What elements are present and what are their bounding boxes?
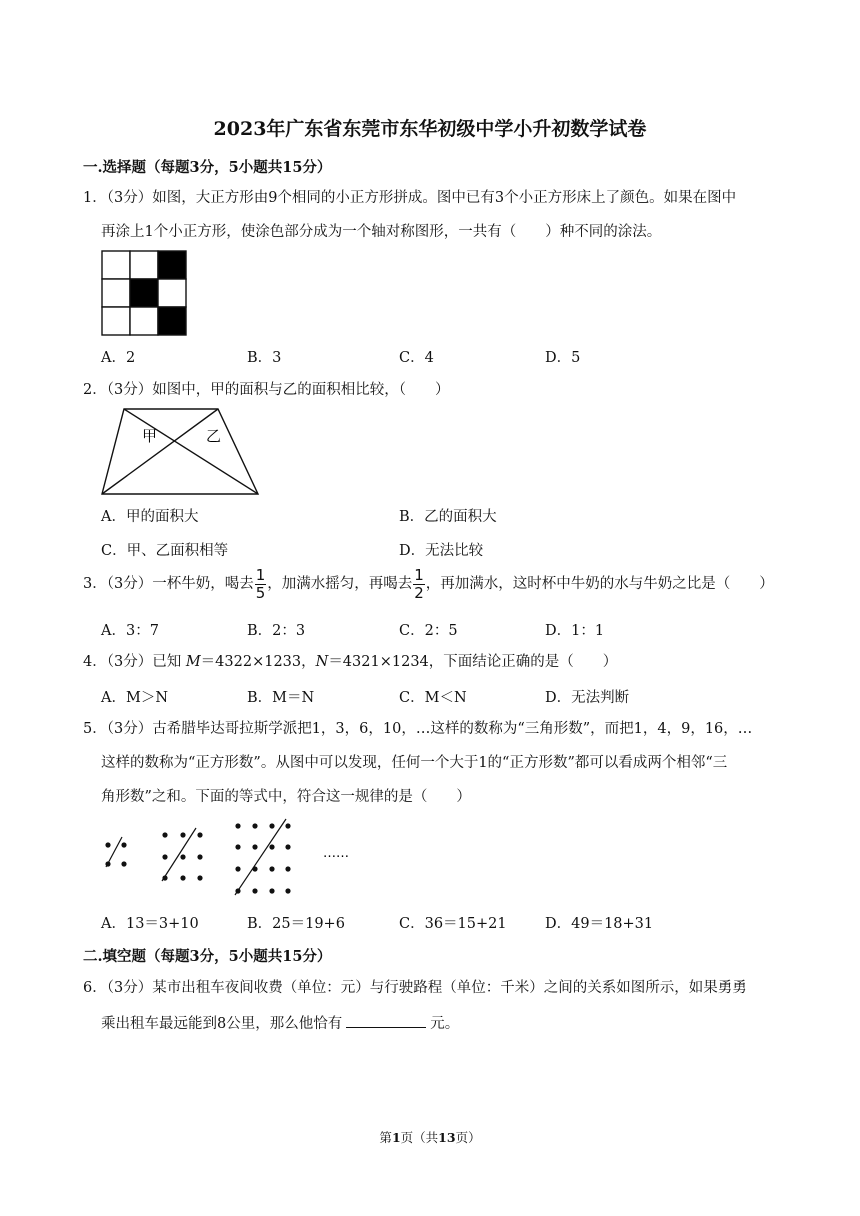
question-1-option-b: B．3: [247, 350, 282, 366]
page-title: 2023年广东省东莞市东华初级中学小升初数学试卷: [213, 118, 647, 140]
footer-total-pages: 13: [438, 1130, 456, 1145]
question-4-text: [83, 652, 617, 672]
question-6-text-before-blank: 乘出租车最远能到8公里，那么他恰有: [101, 1016, 343, 1032]
trapezoid-outline: [102, 409, 258, 494]
question-5-text-line1: 5．（3分）古希腊毕达哥拉斯学派把1，3，6，10，…这样的数称为“三角形数”，而把1，4，9，16，…: [83, 721, 753, 737]
question-5-option-a: A．13＝3+10: [101, 916, 199, 932]
label-jia: 甲: [142, 427, 158, 445]
question-4-prefix: 4．（3分）已知: [83, 654, 186, 670]
grid-cell-blank: [102, 307, 130, 335]
question-3-text-part2: ，加满水摇匀，再喝去: [267, 576, 413, 592]
question-5-dot-figure: [98, 815, 368, 900]
fraction-numerator: 1: [255, 565, 266, 584]
question-1-text-line1: 1．（3分）如图，大正方形由9个相同的小正方形拼成。图中已有3个小正方形床上了颜色。如果在图中: [83, 190, 737, 206]
section-heading-fill: 二.填空题（每题3分，5小题共15分）: [83, 948, 332, 965]
grid-cell-blank: [130, 307, 158, 335]
question-1-option-a: A．2: [101, 350, 136, 366]
question-3-option-a: A．3：7: [101, 623, 159, 639]
fraction-denominator: 2: [414, 583, 424, 602]
question-2-option-a: A．甲的面积大: [101, 509, 199, 525]
question-1-text-line2: 再涂上1个小正方形，使涂色部分成为一个轴对称图形，一共有（ ）种不同的涂法。: [101, 224, 662, 240]
dot-square-4x4: [235, 819, 291, 895]
question-6-text-line1: 6．（3分）某市出租车夜间收费（单位：元）与行驶路程（单位：千米）之间的关系如图所示，如果勇勇: [83, 980, 747, 996]
fraction-denominator: 5: [255, 583, 266, 602]
question-3-text-part3: ，再加满水，这时杯中牛奶的水与牛奶之比是（ ）: [425, 576, 774, 592]
answer-blank[interactable]: [346, 1013, 426, 1028]
question-5-option-d: D．49＝18+31: [545, 916, 654, 932]
question-2-text: 2．（3分）如图中，甲的面积与乙的面积相比较，（ ）: [83, 382, 450, 398]
footer-suffix: 页）: [455, 1130, 481, 1145]
question-4-n-expression: ＝4321×1234，下面结论正确的是（ ）: [328, 654, 618, 670]
question-4-m-expression: ＝4322×1233，: [200, 654, 316, 670]
section-heading-choice: 一.选择题（每题3分，5小题共15分）: [83, 159, 332, 176]
question-1-grid-figure: [100, 249, 190, 337]
dot-square-2x2: [105, 837, 126, 867]
variable-m: M: [185, 654, 201, 670]
grid-cell-blank: [102, 251, 130, 279]
diagonal-line: [102, 409, 218, 494]
question-5-text-line3: 角形数”之和。下面的等式中，符合这一规律的是（ ）: [101, 789, 471, 805]
question-5-option-c: C．36＝15+21: [399, 916, 507, 932]
grid-cell-shaded: [130, 279, 158, 307]
page-footer: [0, 1128, 860, 1146]
fraction-one-half: [413, 565, 425, 602]
grid-cell-blank: [130, 251, 158, 279]
question-5-text-line2: 这样的数称为“正方形数”。从图中可以发现，任何一个大于1的“正方形数”都可以看成两个相邻“三: [101, 755, 728, 771]
question-2-trapezoid-figure: [98, 405, 262, 497]
question-2-option-d: D．无法比较: [399, 543, 484, 559]
question-4-option-d: D．无法判断: [545, 690, 630, 706]
grid-cell-shaded: [158, 251, 186, 279]
footer-page-number: 1: [391, 1130, 401, 1145]
question-4-option-c: C．M＜N: [399, 690, 467, 706]
footer-middle: 页（共: [400, 1130, 439, 1145]
grid-cell-blank: [102, 279, 130, 307]
question-4-option-a: A．M＞N: [101, 690, 169, 706]
question-5-option-b: B．25＝19+6: [247, 916, 345, 932]
question-6-text-line2: [101, 1013, 459, 1034]
question-2-option-c: C．甲、乙面积相等: [101, 543, 229, 559]
question-1-option-c: C．4: [399, 350, 434, 366]
question-3-text-part1: 3．（3分）一杯牛奶，喝去: [83, 576, 254, 592]
dot-square-3x3: [162, 828, 203, 881]
question-3-option-d: D．1：1: [545, 623, 605, 639]
grid-cell-shaded: [158, 307, 186, 335]
question-4-option-b: B．M＝N: [247, 690, 315, 706]
ellipsis-text: ……: [323, 846, 349, 861]
label-yi: 乙: [206, 427, 222, 445]
question-3-option-c: C．2：5: [399, 623, 458, 639]
question-3-text: [83, 566, 774, 602]
variable-n: N: [315, 654, 329, 670]
grid-cell-blank: [158, 279, 186, 307]
question-3-option-b: B．2：3: [247, 623, 306, 639]
question-6-text-after-blank: 元。: [430, 1016, 460, 1032]
footer-prefix: 第: [379, 1130, 392, 1145]
question-2-option-b: B．乙的面积大: [399, 509, 497, 525]
fraction-one-fifth: [255, 565, 267, 602]
question-1-option-d: D．5: [545, 350, 581, 366]
fraction-numerator: 1: [414, 565, 424, 584]
